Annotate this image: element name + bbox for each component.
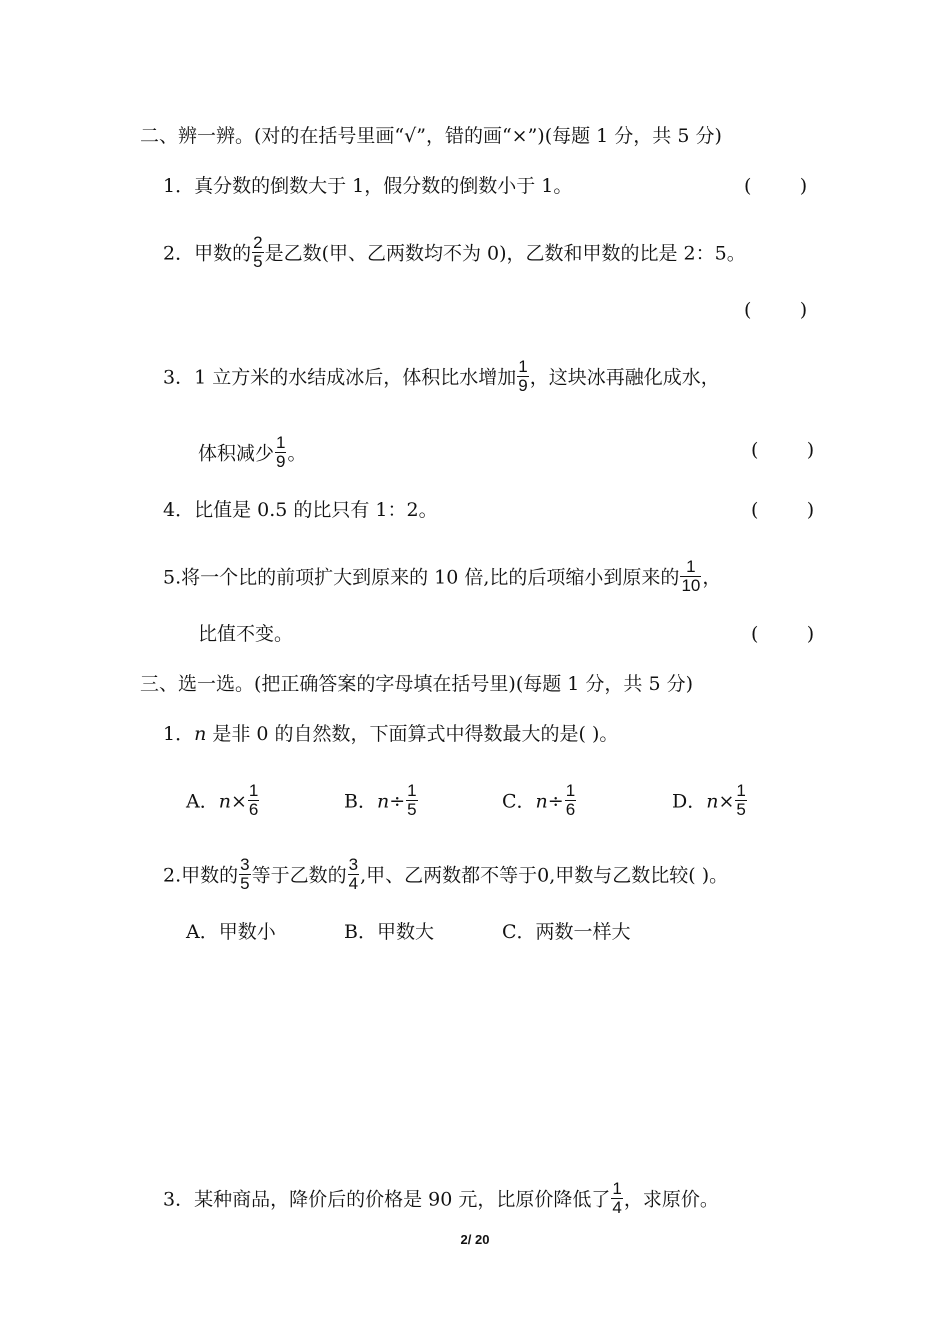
fraction-denominator: 4	[348, 874, 359, 893]
fraction-numerator: 3	[240, 855, 250, 874]
fraction-numerator: 3	[348, 855, 359, 874]
option-3-1-d[interactable]: D．n× $\frac{1}{5}$	[672, 781, 746, 819]
question-2-2: 2．甲数的 $\frac{2}{5}$ 是乙数(甲、乙两数均不为 0)，乙数和甲数的比是 2：5。	[163, 233, 746, 271]
question-3-1: 1．n 是非 0 的自然数，下面算式中得数最大的是( )。	[163, 723, 619, 745]
fraction-numerator: 1	[407, 781, 417, 800]
fraction-numerator: 1	[276, 433, 286, 452]
section-2-heading: 二、辨一辨。(对的在括号里画“√”，错的画“×”)(每题 1 分，共 5 分)	[140, 125, 722, 147]
fraction	[735, 782, 746, 819]
question-2-3-continued: 体积减少 $\frac{1}{9}$ 。	[198, 433, 307, 471]
fraction	[248, 782, 259, 819]
question-2-3: 3．1 立方米的水结成冰后，体积比水增加 $\frac{1}{9}$ ，这块冰再融化成水，	[163, 357, 720, 395]
option-3-1-c[interactable]: C．n÷ $\frac{1}{6}$	[502, 781, 576, 819]
option-3-2-c[interactable]: C．两数一样大	[502, 921, 631, 943]
question-2-5-continued: 比值不变。	[198, 623, 294, 645]
section-3-heading: 三、选一选。(把正确答案的字母填在括号里)(每题 1 分，共 5 分)	[140, 673, 693, 695]
fraction	[517, 358, 528, 395]
fraction-numerator: 2	[253, 233, 263, 252]
fraction-denominator: 10	[681, 576, 701, 595]
option-3-1-b[interactable]: B．n÷ $\frac{1}{5}$	[344, 781, 417, 819]
option-3-2-a[interactable]: A．甲数小	[186, 921, 276, 943]
fraction-numerator: 1	[736, 781, 746, 800]
fraction-numerator: 1	[518, 357, 528, 376]
fraction-denominator: 5	[240, 874, 250, 893]
option-3-2-b[interactable]: B．甲数大	[344, 921, 434, 943]
fraction-denominator: 5	[736, 800, 746, 819]
fraction-denominator: 4	[612, 1198, 622, 1217]
answer-blank-2-5[interactable]: ( )	[751, 623, 815, 645]
answer-blank-2-1[interactable]: ( )	[744, 175, 808, 197]
question-2-4: 4．比值是 0.5 的比只有 1：2。	[163, 499, 438, 521]
fraction-denominator: 6	[565, 800, 576, 819]
fraction-denominator: 5	[253, 252, 263, 271]
fraction-denominator: 6	[248, 800, 259, 819]
fraction-denominator: 9	[518, 376, 528, 395]
question-3-3: 3．某种商品，降价后的价格是 90 元，比原价降低了 $\frac{1}{4}$ ，求原价。	[163, 1179, 719, 1217]
question-3-2: 2.甲数的 $\frac{3}{5}$ 等于乙数的 $\frac{3}{4}$ ,甲、乙两数都不等于0,甲数与乙数比较( )。	[163, 855, 729, 893]
fraction	[348, 856, 359, 893]
fraction	[406, 782, 417, 819]
question-2-5: 5.将一个比的前项扩大到原来的 10 倍,比的后项缩小到原来的 $\frac{1}{10}$ ，	[163, 557, 722, 595]
fraction-denominator: 5	[407, 800, 417, 819]
fraction	[252, 234, 263, 271]
fraction	[680, 558, 701, 595]
fraction-numerator: 1	[612, 1179, 622, 1198]
question-2-1: 1．真分数的倒数大于 1，假分数的倒数小于 1。	[163, 175, 573, 197]
answer-blank-2-2[interactable]: ( )	[744, 299, 808, 321]
fraction-numerator: 1	[680, 558, 701, 577]
answer-blank-2-4[interactable]: ( )	[751, 499, 815, 521]
fraction-numerator: 1	[565, 781, 576, 800]
fraction-numerator: 1	[248, 781, 259, 800]
answer-blank-2-3[interactable]: ( )	[751, 439, 815, 461]
fraction	[275, 434, 286, 471]
fraction-denominator: 9	[276, 452, 286, 471]
page-number: 2/ 20	[460, 1232, 490, 1247]
fraction	[239, 856, 250, 893]
fraction	[611, 1180, 622, 1217]
fraction	[565, 782, 576, 819]
option-3-1-a[interactable]: A．n× $\frac{1}{6}$	[186, 781, 259, 819]
